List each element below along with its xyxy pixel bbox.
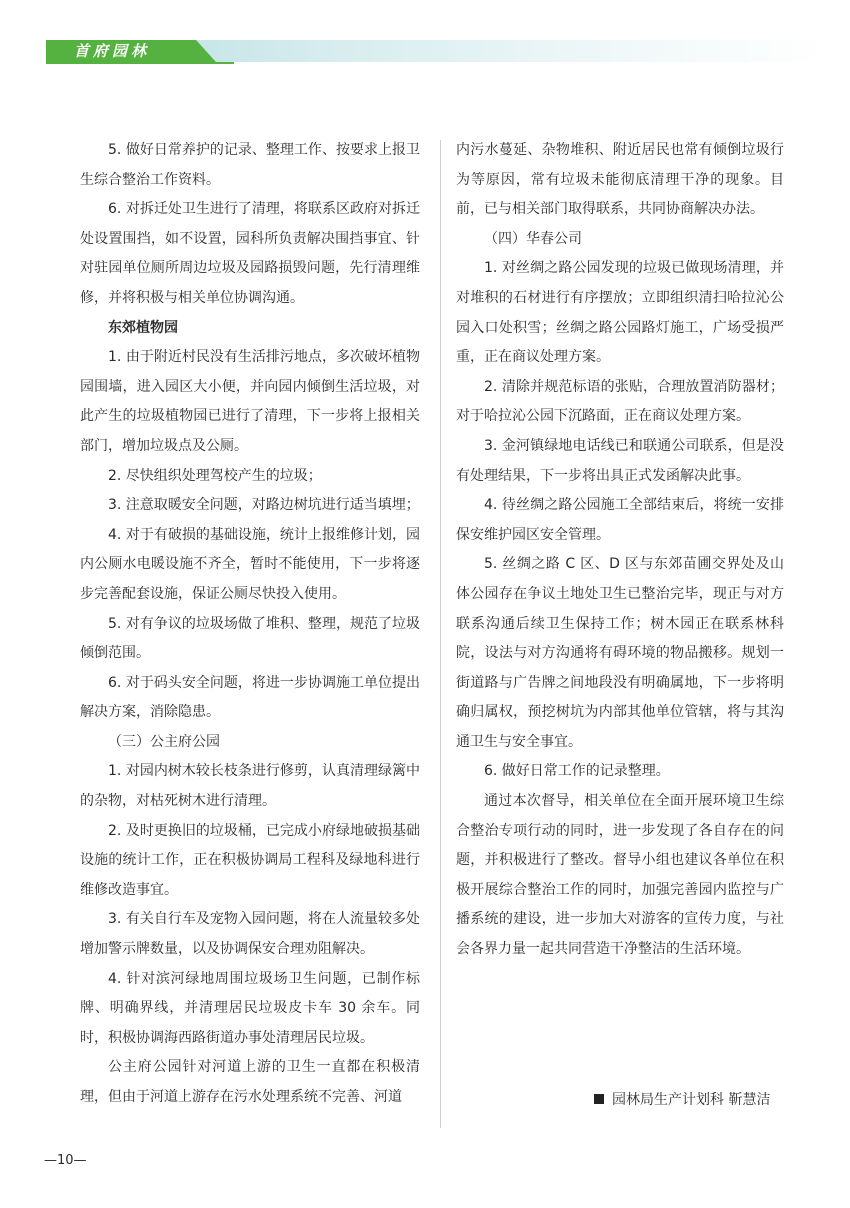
byline-text: 园林局生产计划科 靳慧洁	[612, 1092, 771, 1108]
paragraph: 4. 针对滨河绿地周围垃圾场卫生问题，已制作标牌、明确界线，并清理居民垃圾皮卡车 30 余车。同时，积极协调海西路街道办事处清理居民垃圾。	[80, 970, 420, 1046]
paragraph: 1. 由于附近村民没有生活排污地点，多次破坏植物园围墙，进入园区大小便，并向园内倾倒生活垃圾，对此产生的垃圾植物园已进行了清理，下一步将上报相关部门，增加垃圾点及公厕。	[80, 349, 420, 454]
paragraph: 公主府公园针对河道上游的卫生一直都在积极清理，但由于河道上游存在污水处理系统不完善、河道	[80, 1059, 420, 1105]
paragraph: 2. 清除并规范标语的张贴，合理放置消防器材；对于哈拉沁公园下沉路面，正在商议处理方案。	[456, 378, 784, 425]
author-byline	[594, 1090, 770, 1110]
paragraph: 3. 金河镇绿地电话线已和联通公司联系，但是没有处理结果，下一步将出具正式发函解决此事。	[456, 437, 784, 484]
subsection-heading: （四）华春公司	[484, 230, 582, 247]
left-column	[80, 136, 420, 1113]
subsection-heading: （三）公主府公园	[108, 733, 220, 750]
section-heading: 东郊植物园	[108, 319, 178, 336]
paragraph: 2. 尽快组织处理驾校产生的垃圾；	[108, 467, 322, 484]
paragraph: 1. 对丝绸之路公园发现的垃圾已做现场清理，并对堆积的石材进行有序摆放；立即组织清扫哈拉沁公园入口处积雪；丝绸之路公园路灯施工，广场受损严重，正在商议处理方案。	[456, 260, 784, 366]
paragraph: 4. 对于有破损的基础设施，统计上报维修计划，园内公厕水电暖设施不齐全，暂时不能使用，下一步将逐步完善配套设施，保证公厕尽快投入使用。	[80, 526, 420, 602]
page-number: —10—	[44, 1153, 87, 1168]
paragraph: 5. 对有争议的垃圾场做了堆积、整理，规范了垃圾倾倒范围。	[80, 615, 420, 662]
paragraph: 3. 有关自行车及宠物入园问题，将在人流量较多处增加警示牌数量，以及协调保安合理劝阻解决。	[80, 911, 420, 958]
paragraph: 6. 对于码头安全问题，将进一步协调施工单位提出解决方案，消除隐患。	[80, 674, 420, 721]
paragraph: 5. 做好日常养护的记录、整理工作、按要求上报卫生综合整治工作资料。	[80, 142, 420, 188]
header-title: 首府园林	[74, 42, 151, 60]
right-column	[456, 136, 784, 965]
paragraph: 3. 注意取暖安全问题，对路边树坑进行适当填埋；	[108, 497, 420, 514]
paragraph: 通过本次督导，相关单位在全面开展环境卫生综合整治专项行动的同时，进一步发现了各自存在的问题，并积极进行了整改。督导小组也建议各单位在积极开展综合整治工作的同时，加强完善园内监控与广播系统的建设，进一步加大对游客的宣传力度，与社会各界力量一起共同营造干净整洁的生活环境。	[456, 793, 784, 958]
paragraph: 6. 对拆迁处卫生进行了清理，将联系区政府对拆迁处设置围挡，如不设置，园科所负责解决围挡事宜、针对驻园单位厕所周边垃圾及园路损毁问题，先行清理维修，并将积极与相关单位协调沟通。	[80, 201, 420, 306]
square-bullet-icon	[594, 1094, 604, 1104]
header-rule	[46, 62, 234, 64]
paragraph: 4. 待丝绸之路公园施工全部结束后，将统一安排保安维护园区安全管理。	[456, 497, 784, 543]
paragraph: 2. 及时更换旧的垃圾桶，已完成小府绿地破损基础设施的统计工作，正在积极协调局工程科及绿地科进行维修改造事宜。	[80, 822, 420, 898]
column-divider	[440, 140, 441, 1128]
paragraph: 6. 做好日常工作的记录整理。	[484, 763, 670, 780]
paragraph: 1. 对园内树木较长枝条进行修剪，认真清理绿篱中的杂物，对枯死树木进行清理。	[80, 763, 420, 810]
paragraph-continued: 内污水蔓延、杂物堆积、附近居民也常有倾倒垃圾行为等原因，常有垃圾未能彻底清理干净的现象。目前，已与相关部门取得联系，共同协商解决办法。	[456, 142, 784, 218]
paragraph: 5. 丝绸之路 C 区、D 区与东郊苗圃交界处及山体公园存在争议土地处卫生已整治完毕，现正与对方联系沟通后续卫生保持工作；树木园正在联系林科院，设法与对方沟通将有碍环境的物品搬移。规划一街道路与广告牌之间地段没有明确属地，下一步将明确归属权，预挖树坑为内部其他单位管辖，将与其沟通卫生与安全事宜。	[456, 556, 784, 750]
page-header	[0, 36, 850, 66]
